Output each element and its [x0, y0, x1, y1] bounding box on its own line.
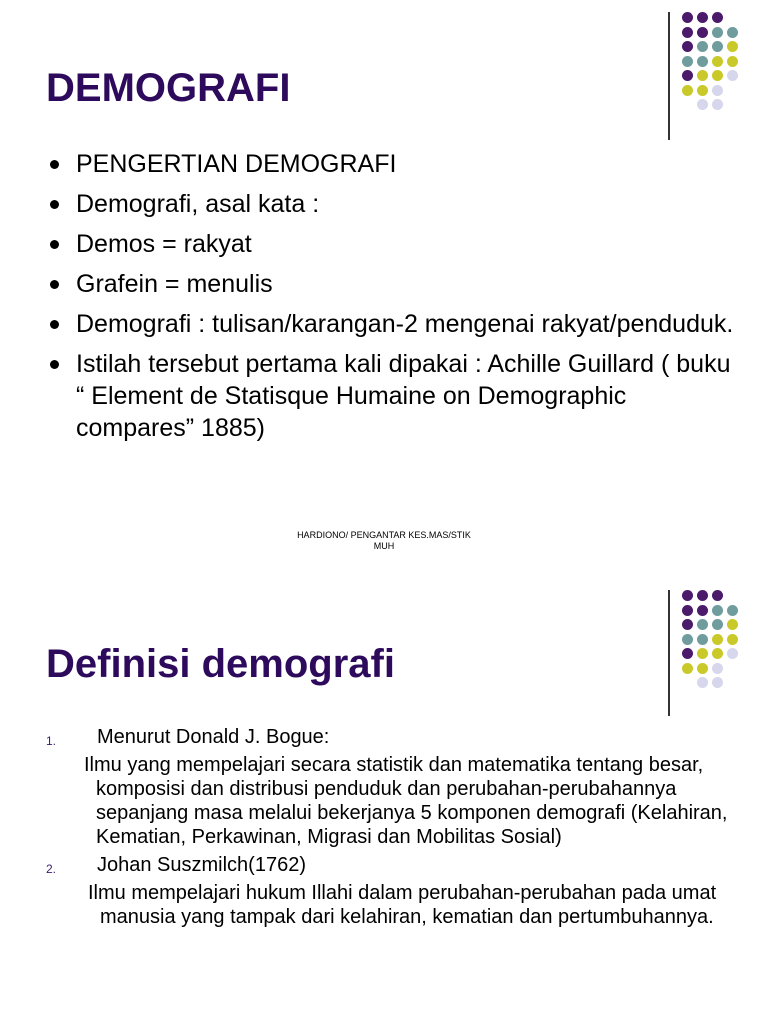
decor-dot — [712, 70, 723, 81]
decor-dot — [697, 12, 708, 23]
decor-dot — [727, 634, 738, 645]
decor-dot — [712, 27, 723, 38]
decor-dot — [682, 590, 693, 601]
list-heading: Johan Suszmilch(1762) — [97, 854, 306, 876]
footer-line-2: MUH — [373, 541, 395, 551]
list-heading: Menurut Donald J. Bogue: — [97, 726, 330, 748]
decor-dot — [682, 27, 693, 38]
decor-dot — [697, 41, 708, 52]
list-number: 2. — [46, 862, 57, 876]
list-number: 1. — [46, 734, 57, 748]
bullet-icon — [50, 240, 59, 249]
list-item — [46, 725, 746, 749]
definition-paragraph: Ilmu yang mempelajari secara statistik dan matematika tentang besar, komposisi dan distribusi penduduk dan perubahan-perubahannya sepanjang masa melalui bekerjanya 5 komponen demografi (Kelahiran, Kematian, Perkawinan, Migrasi dan Mobilitas Sosial) — [84, 754, 728, 848]
decor-dot — [682, 56, 693, 67]
bullet-icon — [50, 360, 59, 369]
decor-dot — [697, 99, 708, 110]
decor-dot — [727, 70, 738, 81]
decor-dot — [712, 56, 723, 67]
bullet-icon — [50, 320, 59, 329]
decor-dot — [712, 648, 723, 659]
decor-dot — [697, 677, 708, 688]
bullet-icon — [50, 200, 59, 209]
decor-dot — [682, 70, 693, 81]
decor-dot — [727, 605, 738, 616]
bullet-item: Grafein = menulis — [48, 268, 738, 300]
decor-dot — [712, 677, 723, 688]
decor-dot — [712, 605, 723, 616]
decor-dot — [712, 41, 723, 52]
decor-dot — [682, 663, 693, 674]
decor-dot — [682, 648, 693, 659]
decor-dot — [682, 85, 693, 96]
definition-list — [46, 725, 746, 929]
decor-dot — [727, 56, 738, 67]
decor-dot-grid — [682, 590, 754, 700]
bullet-icon — [50, 160, 59, 169]
decor-dot — [697, 605, 708, 616]
decor-dot — [712, 619, 723, 630]
bullet-item: PENGERTIAN DEMOGRAFI — [48, 148, 738, 180]
decor-dot — [697, 70, 708, 81]
decor-dot — [697, 648, 708, 659]
decor-dot — [697, 56, 708, 67]
decor-dot — [682, 605, 693, 616]
list-item — [46, 853, 746, 877]
bullet-item: Demografi : tulisan/karangan-2 mengenai rakyat/penduduk. — [48, 308, 738, 340]
decor-dot — [712, 663, 723, 674]
decor-dot — [682, 41, 693, 52]
decor-dot — [697, 634, 708, 645]
decor-dot — [712, 590, 723, 601]
decor-dot — [682, 12, 693, 23]
decor-dot — [697, 27, 708, 38]
decor-dot — [712, 99, 723, 110]
decor-dot — [712, 12, 723, 23]
decor-dot — [682, 619, 693, 630]
decor-dot — [712, 634, 723, 645]
slide-title: Definisi demografi — [46, 642, 395, 686]
decor-dot — [697, 619, 708, 630]
decor-dot-grid — [682, 12, 754, 122]
decor-dot — [697, 663, 708, 674]
definition-paragraph: Ilmu mempelajari hukum Illahi dalam perubahan-perubahan pada umat manusia yang tampak dari kelahiran, kematian dan pertumbuhannya. — [88, 882, 717, 928]
decor-dot — [727, 619, 738, 630]
decor-vertical-line — [668, 590, 670, 716]
decor-dot — [727, 41, 738, 52]
decor-dot — [727, 27, 738, 38]
decor-vertical-line — [668, 12, 670, 140]
decor-dot — [727, 648, 738, 659]
decor-dot — [697, 85, 708, 96]
bullet-item: Demografi, asal kata : — [48, 188, 738, 220]
bullet-icon — [50, 280, 59, 289]
slide-footer — [234, 530, 534, 552]
footer-line-1: HARDIONO/ PENGANTAR KES.MAS/STIK — [297, 530, 471, 540]
bullet-item: Demos = rakyat — [48, 228, 738, 260]
slide-title: DEMOGRAFI — [46, 66, 291, 110]
decor-dot — [697, 590, 708, 601]
bullet-item: Istilah tersebut pertama kali dipakai : Achille Guillard ( buku “ Element de Statisque Humaine on Demographic compares” 1885) — [48, 348, 738, 444]
decor-dot — [712, 85, 723, 96]
bullet-list — [48, 148, 738, 452]
decor-dot — [682, 634, 693, 645]
